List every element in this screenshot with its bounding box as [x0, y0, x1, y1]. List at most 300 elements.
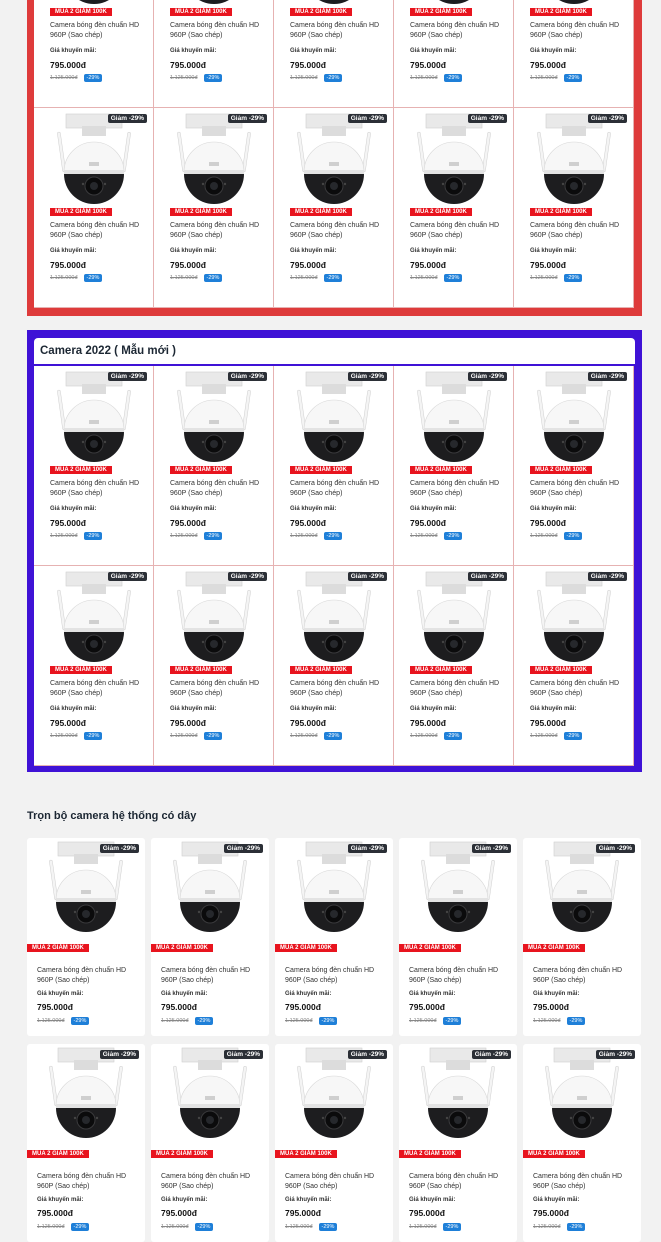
- ezviz-camera-image: [534, 1048, 630, 1148]
- product-name-link[interactable]: Camera bóng đèn chuẩn HD 960P (Sao chép): [290, 680, 380, 697]
- percent-badge: -29%: [444, 274, 463, 282]
- product-name-link[interactable]: Camera bóng đèn chuẩn HD 960P (Sao chép): [530, 680, 620, 697]
- product-card[interactable]: [514, 566, 634, 766]
- promo-label: MUA 2 GIẢM 100K: [523, 1150, 585, 1158]
- old-price: 1.125.000đ: [50, 733, 78, 739]
- product-name-link[interactable]: Camera bóng đèn chuẩn HD 960P (Sao chép): [170, 680, 260, 697]
- ezviz-camera-image: [534, 842, 630, 942]
- old-price: 1.125.000đ: [290, 75, 318, 81]
- price-label: Giá khuyến mãi:: [290, 506, 337, 512]
- product-image[interactable]: [151, 838, 269, 946]
- red-product-grid: [34, 0, 634, 308]
- old-price-row: [37, 1017, 89, 1025]
- product-card[interactable]: [154, 0, 274, 108]
- old-price-row: [530, 532, 582, 540]
- product-card[interactable]: [523, 838, 641, 1036]
- product-card[interactable]: [514, 366, 634, 566]
- price-label: Giá khuyến mãi:: [409, 991, 456, 997]
- discount-badge: Giảm -29%: [224, 844, 263, 853]
- ezviz-camera-image: [410, 842, 506, 942]
- old-price: 1.125.000đ: [530, 75, 558, 81]
- discount-badge: Giảm -29%: [108, 114, 147, 123]
- ezviz-camera-image: [286, 114, 382, 214]
- product-image[interactable]: [154, 366, 273, 474]
- product-card[interactable]: [34, 0, 154, 108]
- old-price: 1.125.000đ: [37, 1018, 65, 1024]
- old-price: 1.125.000đ: [50, 75, 78, 81]
- product-image[interactable]: [154, 566, 273, 674]
- old-price: 1.125.000đ: [410, 733, 438, 739]
- product-name-link[interactable]: Camera bóng đèn chuẩn HD 960P (Sao chép): [50, 22, 140, 39]
- old-price: 1.125.000đ: [50, 533, 78, 539]
- product-name-link[interactable]: Camera bóng đèn chuẩn HD 960P (Sao chép): [409, 1173, 499, 1190]
- old-price-row: [50, 274, 102, 282]
- ezviz-camera-image: [286, 572, 382, 672]
- product-name-link[interactable]: Camera bóng đèn chuẩn HD 960P (Sao chép): [37, 1173, 127, 1190]
- ezviz-camera-image: [46, 114, 142, 214]
- old-price-row: [290, 732, 342, 740]
- ezviz-camera-image: [406, 572, 502, 672]
- percent-badge: -29%: [204, 732, 223, 740]
- sale-price: 795.000đ: [161, 1002, 197, 1012]
- product-card[interactable]: [34, 108, 154, 308]
- product-name-link[interactable]: Camera bóng đèn chuẩn HD 960P (Sao chép): [170, 222, 260, 239]
- percent-badge: -29%: [84, 74, 103, 82]
- old-price: 1.125.000đ: [290, 733, 318, 739]
- sale-price: 795.000đ: [530, 518, 566, 528]
- old-price-row: [410, 532, 462, 540]
- old-price-row: [170, 732, 222, 740]
- sale-price: 795.000đ: [410, 718, 446, 728]
- sale-price: 795.000đ: [170, 718, 206, 728]
- promo-label: MUA 2 GIẢM 100K: [290, 666, 352, 674]
- product-card[interactable]: [523, 1044, 641, 1242]
- product-image[interactable]: [34, 566, 153, 674]
- product-name-link[interactable]: Camera bóng đèn chuẩn HD 960P (Sao chép): [50, 480, 140, 497]
- product-card[interactable]: [27, 838, 145, 1036]
- percent-badge: -29%: [71, 1223, 90, 1231]
- promo-label: MUA 2 GIẢM 100K: [530, 208, 592, 216]
- old-price-row: [533, 1017, 585, 1025]
- product-name-link[interactable]: Camera bóng đèn chuẩn HD 960P (Sao chép): [50, 222, 140, 239]
- product-name-link[interactable]: Camera bóng đèn chuẩn HD 960P (Sao chép): [410, 22, 500, 39]
- old-price: 1.125.000đ: [285, 1018, 313, 1024]
- promo-label: MUA 2 GIẢM 100K: [410, 8, 472, 16]
- product-card[interactable]: [275, 838, 393, 1036]
- promo-label: MUA 2 GIẢM 100K: [290, 208, 352, 216]
- ezviz-camera-image: [166, 114, 262, 214]
- promo-label: MUA 2 GIẢM 100K: [27, 1150, 89, 1158]
- product-name-link[interactable]: Camera bóng đèn chuẩn HD 960P (Sao chép): [170, 22, 260, 39]
- ezviz-camera-image: [286, 842, 382, 942]
- old-price-row: [161, 1223, 213, 1231]
- product-card[interactable]: [274, 0, 394, 108]
- product-card[interactable]: [154, 366, 274, 566]
- price-label: Giá khuyến mãi:: [290, 48, 337, 54]
- old-price-row: [530, 274, 582, 282]
- product-image[interactable]: [27, 838, 145, 946]
- promo-label: MUA 2 GIẢM 100K: [275, 1150, 337, 1158]
- promo-label: MUA 2 GIẢM 100K: [410, 666, 472, 674]
- old-price: 1.125.000đ: [290, 275, 318, 281]
- product-card[interactable]: [154, 566, 274, 766]
- promo-label: MUA 2 GIẢM 100K: [399, 1150, 461, 1158]
- product-card[interactable]: [151, 1044, 269, 1242]
- old-price: 1.125.000đ: [285, 1224, 313, 1230]
- ezviz-camera-image: [526, 114, 622, 214]
- old-price-row: [530, 74, 582, 82]
- product-card[interactable]: [151, 838, 269, 1036]
- discount-badge: Giảm -29%: [468, 572, 507, 581]
- promo-label: MUA 2 GIẢM 100K: [170, 8, 232, 16]
- promo-label: MUA 2 GIẢM 100K: [290, 8, 352, 16]
- old-price: 1.125.000đ: [170, 733, 198, 739]
- sale-price: 795.000đ: [410, 260, 446, 270]
- price-label: Giá khuyến mãi:: [290, 248, 337, 254]
- price-label: Giá khuyến mãi:: [530, 48, 577, 54]
- product-image[interactable]: [275, 838, 393, 946]
- sale-price: 795.000đ: [530, 60, 566, 70]
- discount-badge: Giảm -29%: [468, 372, 507, 381]
- product-image[interactable]: [151, 1044, 269, 1152]
- price-label: Giá khuyến mãi:: [50, 506, 97, 512]
- old-price: 1.125.000đ: [37, 1224, 65, 1230]
- product-name-link[interactable]: Camera bóng đèn chuẩn HD 960P (Sao chép): [290, 480, 380, 497]
- product-card[interactable]: [394, 0, 514, 108]
- wired-product-grid: [27, 838, 642, 1242]
- percent-badge: -29%: [444, 532, 463, 540]
- discount-badge: Giảm -29%: [108, 572, 147, 581]
- product-image[interactable]: [514, 566, 633, 674]
- percent-badge: -29%: [195, 1017, 214, 1025]
- ezviz-camera-image: [406, 372, 502, 472]
- sale-price: 795.000đ: [290, 518, 326, 528]
- product-name-link[interactable]: Camera bóng đèn chuẩn HD 960P (Sao chép): [37, 967, 127, 984]
- discount-badge: Giảm -29%: [468, 114, 507, 123]
- promo-label: MUA 2 GIẢM 100K: [50, 666, 112, 674]
- percent-badge: -29%: [319, 1017, 338, 1025]
- promo-label: MUA 2 GIẢM 100K: [530, 666, 592, 674]
- product-name-link[interactable]: Camera bóng đèn chuẩn HD 960P (Sao chép): [530, 222, 620, 239]
- product-image[interactable]: [27, 1044, 145, 1152]
- product-name-link[interactable]: Camera bóng đèn chuẩn HD 960P (Sao chép): [410, 480, 500, 497]
- sale-price: 795.000đ: [50, 718, 86, 728]
- product-image[interactable]: [394, 366, 513, 474]
- price-label: Giá khuyến mãi:: [290, 706, 337, 712]
- price-label: Giá khuyến mãi:: [410, 706, 457, 712]
- product-image[interactable]: [274, 108, 393, 216]
- ezviz-camera-image: [162, 1048, 258, 1148]
- percent-badge: -29%: [564, 74, 583, 82]
- product-name-link[interactable]: Camera bóng đèn chuẩn HD 960P (Sao chép): [161, 967, 251, 984]
- product-card[interactable]: [27, 1044, 145, 1242]
- promo-label: MUA 2 GIẢM 100K: [50, 466, 112, 474]
- old-price: 1.125.000đ: [170, 275, 198, 281]
- percent-badge: -29%: [443, 1223, 462, 1231]
- percent-badge: -29%: [84, 274, 103, 282]
- product-card[interactable]: [34, 566, 154, 766]
- section-title: Camera 2022 ( Mẫu mới ): [40, 345, 177, 357]
- price-label: Giá khuyến mãi:: [170, 248, 217, 254]
- price-label: Giá khuyến mãi:: [170, 506, 217, 512]
- product-image[interactable]: [274, 366, 393, 474]
- old-price: 1.125.000đ: [409, 1224, 437, 1230]
- product-card[interactable]: [394, 566, 514, 766]
- sale-price: 795.000đ: [290, 60, 326, 70]
- product-image[interactable]: [523, 1044, 641, 1152]
- sale-price: 795.000đ: [530, 260, 566, 270]
- percent-badge: -29%: [567, 1017, 586, 1025]
- percent-badge: -29%: [324, 732, 343, 740]
- price-label: Giá khuyến mãi:: [50, 248, 97, 254]
- product-card[interactable]: [274, 366, 394, 566]
- product-card[interactable]: [394, 108, 514, 308]
- ezviz-camera-image: [162, 842, 258, 942]
- promo-label: MUA 2 GIẢM 100K: [27, 944, 89, 952]
- sale-price: 795.000đ: [170, 260, 206, 270]
- old-price-row: [530, 732, 582, 740]
- sale-price: 795.000đ: [410, 60, 446, 70]
- percent-badge: -29%: [564, 732, 583, 740]
- price-label: Giá khuyến mãi:: [410, 506, 457, 512]
- old-price: 1.125.000đ: [50, 275, 78, 281]
- price-label: Giá khuyến mãi:: [285, 1197, 332, 1203]
- product-name-link[interactable]: Camera bóng đèn chuẩn HD 960P (Sao chép): [409, 967, 499, 984]
- sale-price: 795.000đ: [170, 60, 206, 70]
- ezviz-camera-image: [526, 572, 622, 672]
- price-label: Giá khuyến mãi:: [285, 991, 332, 997]
- promo-label: MUA 2 GIẢM 100K: [151, 944, 213, 952]
- ezviz-camera-image: [526, 372, 622, 472]
- product-image[interactable]: [399, 838, 517, 946]
- sale-price: 795.000đ: [37, 1002, 73, 1012]
- discount-badge: Giảm -29%: [100, 1050, 139, 1059]
- ezviz-camera-image: [166, 572, 262, 672]
- percent-badge: -29%: [204, 532, 223, 540]
- ezviz-camera-image: [410, 1048, 506, 1148]
- discount-badge: Giảm -29%: [588, 114, 627, 123]
- wired-section-title: Trọn bộ camera hệ thống có dây: [27, 810, 197, 822]
- price-label: Giá khuyến mãi:: [37, 1197, 84, 1203]
- product-name-link[interactable]: Camera bóng đèn chuẩn HD 960P (Sao chép): [530, 22, 620, 39]
- percent-badge: -29%: [443, 1017, 462, 1025]
- percent-badge: -29%: [324, 532, 343, 540]
- discount-badge: Giảm -29%: [348, 114, 387, 123]
- old-price: 1.125.000đ: [170, 75, 198, 81]
- ezviz-camera-image: [46, 572, 142, 672]
- promo-label: MUA 2 GIẢM 100K: [50, 8, 112, 16]
- price-label: Giá khuyến mãi:: [530, 248, 577, 254]
- product-card[interactable]: [394, 366, 514, 566]
- ezviz-camera-image: [406, 114, 502, 214]
- price-label: Giá khuyến mãi:: [50, 48, 97, 54]
- product-card[interactable]: [275, 1044, 393, 1242]
- discount-badge: Giảm -29%: [472, 1050, 511, 1059]
- camera-2022-section: [27, 330, 642, 772]
- product-name-link[interactable]: Camera bóng đèn chuẩn HD 960P (Sao chép): [533, 967, 623, 984]
- percent-badge: -29%: [195, 1223, 214, 1231]
- ezviz-camera-image: [286, 372, 382, 472]
- promo-label: MUA 2 GIẢM 100K: [530, 466, 592, 474]
- old-price: 1.125.000đ: [410, 533, 438, 539]
- ezviz-camera-image: [46, 372, 142, 472]
- old-price-row: [533, 1223, 585, 1231]
- old-price: 1.125.000đ: [533, 1018, 561, 1024]
- old-price-row: [285, 1223, 337, 1231]
- sale-price: 795.000đ: [37, 1208, 73, 1218]
- old-price-row: [290, 274, 342, 282]
- product-image[interactable]: [514, 108, 633, 216]
- price-label: Giá khuyến mãi:: [533, 991, 580, 997]
- old-price-row: [285, 1017, 337, 1025]
- product-image[interactable]: [34, 366, 153, 474]
- price-label: Giá khuyến mãi:: [161, 1197, 208, 1203]
- discount-badge: Giảm -29%: [588, 572, 627, 581]
- price-label: Giá khuyến mãi:: [170, 706, 217, 712]
- section-header: [34, 338, 635, 364]
- product-image[interactable]: [399, 1044, 517, 1152]
- price-label: Giá khuyến mãi:: [37, 991, 84, 997]
- old-price-row: [170, 532, 222, 540]
- old-price: 1.125.000đ: [290, 533, 318, 539]
- ezviz-camera-image: [286, 1048, 382, 1148]
- product-name-link[interactable]: Camera bóng đèn chuẩn HD 960P (Sao chép): [290, 222, 380, 239]
- sale-price: 795.000đ: [285, 1208, 321, 1218]
- old-price: 1.125.000đ: [530, 733, 558, 739]
- old-price: 1.125.000đ: [410, 75, 438, 81]
- promo-label: MUA 2 GIẢM 100K: [410, 208, 472, 216]
- product-name-link[interactable]: Camera bóng đèn chuẩn HD 960P (Sao chép): [290, 22, 380, 39]
- percent-badge: -29%: [564, 532, 583, 540]
- product-name-link[interactable]: Camera bóng đèn chuẩn HD 960P (Sao chép): [161, 1173, 251, 1190]
- product-name-link[interactable]: Camera bóng đèn chuẩn HD 960P (Sao chép): [285, 1173, 375, 1190]
- product-name-link[interactable]: Camera bóng đèn chuẩn HD 960P (Sao chép): [170, 480, 260, 497]
- product-name-link[interactable]: Camera bóng đèn chuẩn HD 960P (Sao chép): [533, 1173, 623, 1190]
- product-name-link[interactable]: Camera bóng đèn chuẩn HD 960P (Sao chép): [285, 967, 375, 984]
- product-image[interactable]: [34, 108, 153, 216]
- percent-badge: -29%: [444, 74, 463, 82]
- old-price: 1.125.000đ: [410, 275, 438, 281]
- old-price-row: [290, 74, 342, 82]
- product-card[interactable]: [514, 108, 634, 308]
- price-label: Giá khuyến mãi:: [410, 248, 457, 254]
- product-image[interactable]: [394, 108, 513, 216]
- old-price-row: [37, 1223, 89, 1231]
- sale-price: 795.000đ: [161, 1208, 197, 1218]
- sale-price: 795.000đ: [50, 60, 86, 70]
- price-label: Giá khuyến mãi:: [530, 706, 577, 712]
- red-frame-section: [27, 0, 642, 316]
- percent-badge: -29%: [84, 532, 103, 540]
- promo-label: MUA 2 GIẢM 100K: [523, 944, 585, 952]
- product-name-link[interactable]: Camera bóng đèn chuẩn HD 960P (Sao chép): [50, 680, 140, 697]
- discount-badge: Giảm -29%: [472, 844, 511, 853]
- discount-badge: Giảm -29%: [596, 844, 635, 853]
- old-price: 1.125.000đ: [170, 533, 198, 539]
- product-name-link[interactable]: Camera bóng đèn chuẩn HD 960P (Sao chép): [410, 222, 500, 239]
- old-price-row: [410, 74, 462, 82]
- discount-badge: Giảm -29%: [348, 1050, 387, 1059]
- old-price-row: [161, 1017, 213, 1025]
- old-price-row: [290, 532, 342, 540]
- product-image[interactable]: [274, 566, 393, 674]
- price-label: Giá khuyến mãi:: [170, 48, 217, 54]
- product-image[interactable]: [514, 366, 633, 474]
- product-card[interactable]: [514, 0, 634, 108]
- sale-price: 795.000đ: [50, 260, 86, 270]
- product-image[interactable]: [394, 566, 513, 674]
- old-price: 1.125.000đ: [530, 275, 558, 281]
- sale-price: 795.000đ: [170, 518, 206, 528]
- old-price: 1.125.000đ: [533, 1224, 561, 1230]
- promo-label: MUA 2 GIẢM 100K: [170, 466, 232, 474]
- price-label: Giá khuyến mãi:: [50, 706, 97, 712]
- old-price: 1.125.000đ: [161, 1224, 189, 1230]
- percent-badge: -29%: [324, 274, 343, 282]
- discount-badge: Giảm -29%: [588, 372, 627, 381]
- ezviz-camera-image: [38, 842, 134, 942]
- old-price-row: [50, 74, 102, 82]
- percent-badge: -29%: [71, 1017, 90, 1025]
- price-label: Giá khuyến mãi:: [530, 506, 577, 512]
- promo-label: MUA 2 GIẢM 100K: [170, 666, 232, 674]
- sale-price: 795.000đ: [533, 1002, 569, 1012]
- percent-badge: -29%: [564, 274, 583, 282]
- old-price-row: [410, 732, 462, 740]
- product-card[interactable]: [154, 108, 274, 308]
- promo-label: MUA 2 GIẢM 100K: [399, 944, 461, 952]
- price-label: Giá khuyến mãi:: [409, 1197, 456, 1203]
- product-image[interactable]: [154, 108, 273, 216]
- sale-price: 795.000đ: [285, 1002, 321, 1012]
- promo-label: MUA 2 GIẢM 100K: [290, 466, 352, 474]
- discount-badge: Giảm -29%: [348, 372, 387, 381]
- sale-price: 795.000đ: [409, 1208, 445, 1218]
- price-label: Giá khuyến mãi:: [533, 1197, 580, 1203]
- product-image[interactable]: [275, 1044, 393, 1152]
- percent-badge: -29%: [204, 74, 223, 82]
- percent-badge: -29%: [204, 274, 223, 282]
- product-card[interactable]: [399, 1044, 517, 1242]
- percent-badge: -29%: [444, 732, 463, 740]
- discount-badge: Giảm -29%: [108, 372, 147, 381]
- sale-price: 795.000đ: [290, 718, 326, 728]
- product-card[interactable]: [274, 108, 394, 308]
- promo-label: MUA 2 GIẢM 100K: [410, 466, 472, 474]
- percent-badge: -29%: [319, 1223, 338, 1231]
- discount-badge: Giảm -29%: [224, 1050, 263, 1059]
- promo-label: MUA 2 GIẢM 100K: [151, 1150, 213, 1158]
- discount-badge: Giảm -29%: [348, 844, 387, 853]
- old-price-row: [170, 274, 222, 282]
- product-card[interactable]: [34, 366, 154, 566]
- old-price-row: [170, 74, 222, 82]
- product-name-link[interactable]: Camera bóng đèn chuẩn HD 960P (Sao chép): [410, 680, 500, 697]
- discount-badge: Giảm -29%: [596, 1050, 635, 1059]
- percent-badge: -29%: [567, 1223, 586, 1231]
- percent-badge: -29%: [84, 732, 103, 740]
- old-price-row: [410, 274, 462, 282]
- promo-label: MUA 2 GIẢM 100K: [530, 8, 592, 16]
- promo-label: MUA 2 GIẢM 100K: [275, 944, 337, 952]
- product-card[interactable]: [399, 838, 517, 1036]
- product-card[interactable]: [274, 566, 394, 766]
- promo-label: MUA 2 GIẢM 100K: [50, 208, 112, 216]
- product-image[interactable]: [523, 838, 641, 946]
- product-name-link[interactable]: Camera bóng đèn chuẩn HD 960P (Sao chép): [530, 480, 620, 497]
- sale-price: 795.000đ: [410, 518, 446, 528]
- price-label: Giá khuyến mãi:: [161, 991, 208, 997]
